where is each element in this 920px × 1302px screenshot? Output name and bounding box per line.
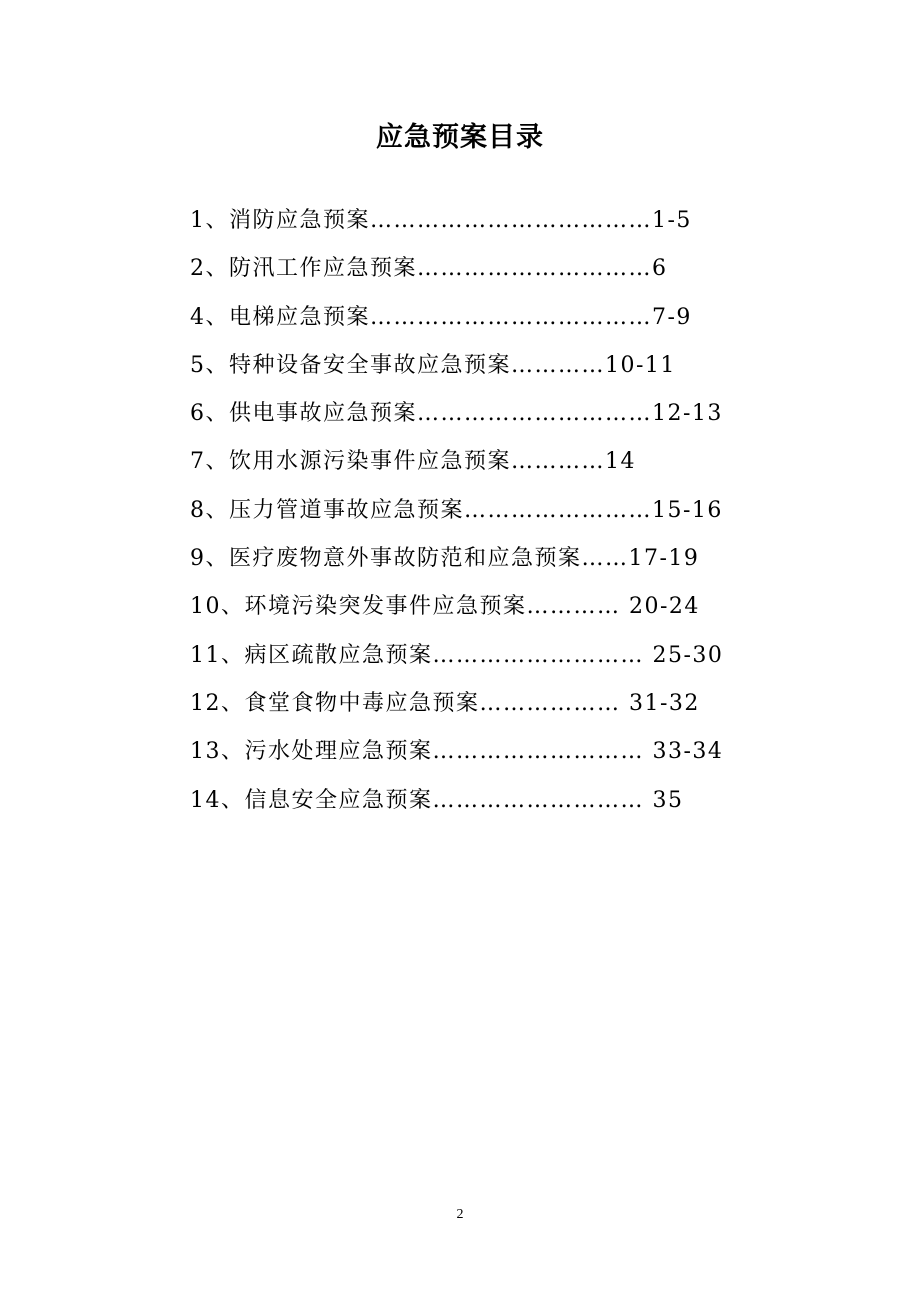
toc-entry: 7、饮用水源污染事件应急预案…………14	[190, 449, 636, 475]
toc-entry: 6、供电事故应急预案…………………………12-13	[190, 401, 723, 427]
toc-entry: 8、压力管道事故应急预案……………………15-16	[190, 497, 723, 523]
page-title: 应急预案目录	[376, 122, 544, 153]
table-of-contents	[190, 197, 750, 825]
toc-entry: 13、污水处理应急预案……………………… 33-34	[190, 739, 724, 765]
page-number: 2	[456, 1207, 464, 1222]
toc-entry: 4、电梯应急预案………………………………7-9	[190, 304, 692, 330]
toc-entry: 9、医疗废物意外事故防范和应急预案……17-19	[190, 546, 700, 572]
toc-entry: 12、食堂食物中毒应急预案……………… 31-32	[190, 690, 700, 716]
toc-entry: 2、防汛工作应急预案…………………………6	[190, 256, 668, 282]
toc-entry: 5、特种设备安全事故应急预案…………10-11	[190, 352, 676, 378]
toc-entry: 10、环境污染突发事件应急预案………… 20-24	[190, 594, 700, 620]
toc-entry: 1、消防应急预案………………………………1-5	[190, 208, 692, 233]
toc-entry: 11、病区疏散应急预案……………………… 25-30	[190, 642, 724, 668]
toc-entry: 14、信息安全应急预案……………………… 35	[190, 787, 684, 813]
